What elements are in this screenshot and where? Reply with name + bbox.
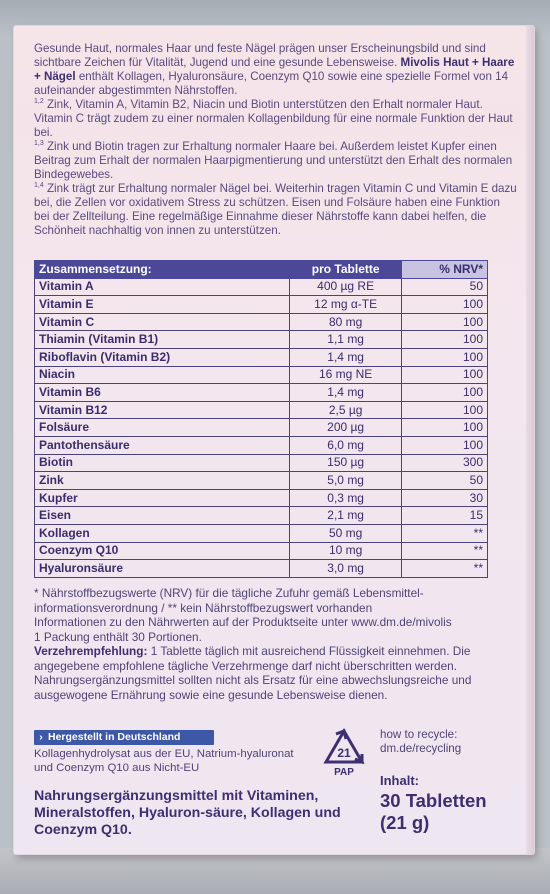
recycle-info [380,728,461,756]
nrv-percent: 50 [402,278,488,296]
footnote-ref: 1,3 [34,140,44,148]
origin-text: Kollagenhydrolysat aus der EU, Natrium-hyaluronat und Coenzym Q10 aus Nicht-EU [34,748,294,774]
nrv-footnote: * Nährstoffbezugswerte (NRV) für die tägliche Zufuhr gemäß Lebensmittel-informationsverordnung / ** kein Nährstoffbezugswert vorhanden [34,586,424,615]
amount-per-tablet: 5,0 mg [290,472,402,490]
amount-per-tablet: 6,0 mg [290,436,402,454]
table-row [35,384,488,402]
table-row [35,489,488,507]
intro-paragraph-4 [34,182,518,238]
dosage-text: 1 Tablette täglich mit ausreichend Flüssigkeit einnehmen. Die angegebene empfohlene tägliche Verzehrmenge darf nicht überschritten werden. Nahrungsergänzungsmittel sollten nicht als Ersatz für eine abwechslungsreiche und ausgewogene Ernährung sowie eine gesunde Lebensweise dienen. [34,644,472,702]
pap-number: 21 [337,746,351,760]
nutrient-name: Thiamin (Vitamin B1) [35,331,290,349]
nutrient-name: Riboflavin (Vitamin B2) [35,348,290,366]
nrv-percent: 100 [402,436,488,454]
skin-claim: Zink, Vitamin A, Vitamin B2, Niacin und Biotin unterstützen den Erhalt normaler Haut. Vitamin C trägt zudem zu einer normalen Kollagenbildung für eine normale Funktion der Haut bei. [34,98,513,139]
table-row [35,507,488,525]
nutrient-name: Vitamin B6 [35,384,290,402]
intro-paragraph-1 [34,42,518,98]
table-row [35,472,488,490]
nrv-percent: 100 [402,366,488,384]
table-row [35,348,488,366]
content-weight: (21 g) [380,812,430,833]
amount-per-tablet: 1,1 mg [290,331,402,349]
nrv-percent: ** [402,542,488,560]
table-row [35,454,488,472]
table-row [35,560,488,578]
header-composition: Zusammensetzung: [35,261,290,279]
amount-per-tablet: 200 µg [290,419,402,437]
product-brand-name: Mivolis Haut + Haare + Nägel [34,56,515,83]
table-row [35,296,488,314]
nutrient-name: Vitamin C [35,313,290,331]
nutrient-name: Niacin [35,366,290,384]
table-row [35,278,488,296]
nrv-percent: 100 [402,313,488,331]
dosage [34,644,524,702]
nutrition-info: Informationen zu den Nährwerten auf der Produktseite unter www.dm.de/mivolis [34,615,452,629]
amount-per-tablet: 400 µg RE [290,278,402,296]
nutrient-name: Biotin [35,454,290,472]
table-row [35,366,488,384]
intro-paragraph-2 [34,98,518,140]
nrv-percent: 100 [402,348,488,366]
table-row [35,313,488,331]
table-row [35,436,488,454]
table-row [35,419,488,437]
nutrient-name: Vitamin A [35,278,290,296]
nutrient-name: Coenzym Q10 [35,542,290,560]
footnote-ref: 1,2 [34,98,44,106]
pap-label: PAP [334,767,354,778]
amount-per-tablet: 12 mg α-TE [290,296,402,314]
nutrient-name: Folsäure [35,419,290,437]
nrv-percent: 100 [402,296,488,314]
footnote-ref: 1,4 [34,182,44,190]
table-row [35,542,488,560]
recycle-url: dm.de/recycling [380,742,462,755]
amount-per-tablet: 50 mg [290,524,402,542]
content-label: Inhalt: [380,773,419,788]
amount-per-tablet: 80 mg [290,313,402,331]
header-nrv: % NRV* [402,261,488,279]
background-bottom [0,848,550,894]
table-header-row [35,261,488,279]
product-category: Nahrungsergänzungsmittel mit Vitaminen, Mineralstoffen, Hyaluron-säure, Kollagen und Coenzym Q10. [34,788,341,838]
nrv-percent: 100 [402,419,488,437]
amount-per-tablet: 3,0 mg [290,560,402,578]
nail-claim: Zink trägt zur Erhaltung normaler Nägel bei. Weiterhin tragen Vitamin C und Vitamin E dazu bei, die Zellen vor oxidativem Stress zu schützen. Eisen und Folsäure haben eine Funktion bei der Zellteilung. Eine regelmäßige Einnahme dieser Nährstoffe kann dabei helfen, die Schönheit nachhaltig von innen zu unterstützen. [34,182,517,237]
badge-label: Hergestellt in Deutschland [48,731,181,743]
pap-recycling-icon [322,728,366,780]
portions: 1 Packung enthält 30 Portionen. [34,629,202,644]
amount-per-tablet: 0,3 mg [290,489,402,507]
content-value [380,790,487,834]
amount-per-tablet: 2,1 mg [290,507,402,525]
box-side-edge [526,26,534,854]
nutrient-name: Vitamin B12 [35,401,290,419]
nrv-percent: 15 [402,507,488,525]
nrv-percent: 30 [402,489,488,507]
intro-paragraph-3 [34,140,518,182]
nutrient-name: Kupfer [35,489,290,507]
made-in-germany-badge [34,730,214,745]
nutrition-table [34,260,488,578]
nrv-percent: 100 [402,401,488,419]
intro-text [34,42,518,238]
dosage-label: Verzehrempfehlung: [34,644,148,658]
nrv-percent: ** [402,524,488,542]
recycle-heading: how to recycle: [380,728,458,741]
amount-per-tablet: 150 µg [290,454,402,472]
notes [34,586,524,702]
nutrient-name: Vitamin E [35,296,290,314]
table-row [35,331,488,349]
table-row [35,401,488,419]
nutrient-name: Eisen [35,507,290,525]
intro-sentence: Gesunde Haut, normales Haar und feste Nägel prägen unser Erscheinungsbild und sind sichtbare Zeichen für Vitalität, Jugend und eine gesunde Lebensweise. [34,42,486,69]
amount-per-tablet: 10 mg [290,542,402,560]
product-box [14,26,534,854]
table-row [35,524,488,542]
hair-claim: Zink und Biotin tragen zur Erhaltung normaler Haare bei. Außerdem leistet Kupfer einen Beitrag zum Erhalt der normalen Haarpigmentierung und unterstützt den Erhalt des normalen Bindegewebes. [34,140,513,181]
amount-per-tablet: 2,5 µg [290,401,402,419]
header-per-tablet: pro Tablette [290,261,402,279]
nrv-percent: ** [402,560,488,578]
nutrient-name: Hyaluronsäure [35,560,290,578]
amount-per-tablet: 16 mg NE [290,366,402,384]
amount-per-tablet: 1,4 mg [290,348,402,366]
nrv-percent: 50 [402,472,488,490]
nrv-percent: 100 [402,331,488,349]
content-count: 30 Tabletten [380,790,487,811]
nrv-percent: 300 [402,454,488,472]
table-body [35,278,488,577]
nrv-percent: 100 [402,384,488,402]
nutrient-name: Zink [35,472,290,490]
nutrient-name: Pantothensäure [35,436,290,454]
chevron-right-icon: › [39,731,43,743]
intro-sentence-rest: enthält Kollagen, Hyaluronsäure, Coenzym Q10 sowie eine spezielle Formel von 14 aufeinander abgestimmten Nährstoffen. [34,70,509,97]
amount-per-tablet: 1,4 mg [290,384,402,402]
nutrient-name: Kollagen [35,524,290,542]
